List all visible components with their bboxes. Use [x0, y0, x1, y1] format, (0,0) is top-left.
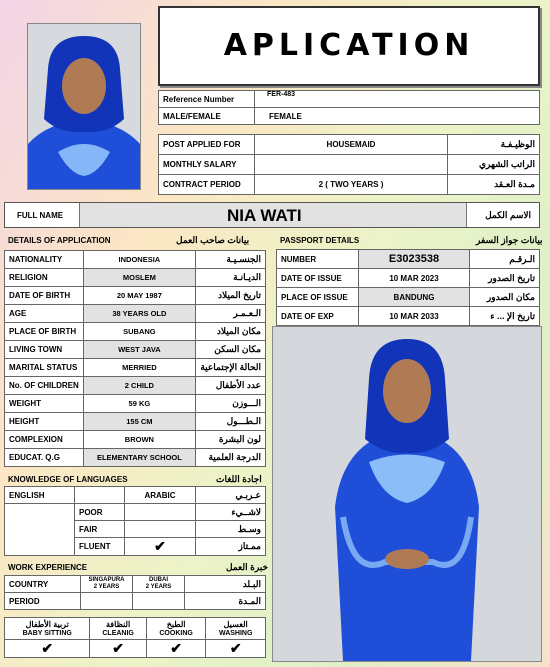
- applicant-photo-full: [272, 326, 542, 662]
- level-fair-ar: وسـط: [196, 521, 266, 538]
- skill-cooking-check: ✔: [146, 640, 206, 658]
- details-value: INDONESIA: [83, 251, 195, 269]
- details-label: COMPLEXION: [5, 431, 84, 449]
- details-value: 38 YEARS OLD: [83, 305, 195, 323]
- details-label: AGE: [5, 305, 84, 323]
- passport-exp-value: 10 MAR 2033: [359, 307, 470, 326]
- work-entry-1: [81, 576, 133, 593]
- details-ar: تاريخ الميلاد: [196, 287, 266, 305]
- arabic-ar: عـربـي: [196, 487, 266, 504]
- salary-label: MONTHLY SALARY: [159, 155, 255, 175]
- passport-number-value: E3023538: [359, 250, 470, 269]
- skill-cleaning-ar: النظافة: [106, 619, 131, 629]
- details-row: [5, 323, 266, 341]
- details-label: EDUCAT. Q.G: [5, 449, 84, 467]
- details-value: BROWN: [83, 431, 195, 449]
- details-ar: الـعـمـر: [196, 305, 266, 323]
- passport-number-ar: الـرقـم: [470, 250, 540, 269]
- work-title: WORK EXPERIENCE: [8, 563, 88, 572]
- details-ar: مكان السكن: [196, 341, 266, 359]
- details-value: SUBANG: [83, 323, 195, 341]
- work-entry-2-country: DUBAI: [149, 577, 168, 583]
- details-label: PLACE OF BIRTH: [5, 323, 84, 341]
- skill-babysitting-ar: تربية الأطفال: [25, 619, 69, 629]
- contract-value: 2 ( TWO YEARS ): [255, 175, 448, 195]
- page-title: APLICATION: [223, 28, 475, 63]
- level-fluent-check: ✔: [125, 538, 196, 556]
- level-poor-ar: لاشــيء: [196, 504, 266, 521]
- skill-washing-label: WASHING: [218, 629, 253, 637]
- contract-ar: مـدة العـقد: [448, 175, 540, 195]
- details-ar: لون البشرة: [196, 431, 266, 449]
- ref-value: FER-483: [255, 91, 540, 108]
- details-row: [5, 359, 266, 377]
- passport-place-value: BANDUNG: [359, 288, 470, 307]
- details-ar: الـــوزن: [196, 395, 266, 413]
- sex-label: MALE/FEMALE: [159, 108, 255, 125]
- details-value: 155 CM: [83, 413, 195, 431]
- work-table: [4, 575, 266, 610]
- details-value: MOSLEM: [83, 269, 195, 287]
- salary-ar: الراتب الشهري: [448, 155, 540, 175]
- details-ar: الجنسـيـة: [196, 251, 266, 269]
- passport-place-label: PLACE OF ISSUE: [277, 288, 359, 307]
- languages-title-ar: اجادة اللغات: [216, 474, 262, 484]
- period-ar: المـدة: [185, 593, 266, 610]
- skill-cleaning: [90, 618, 146, 640]
- details-row: [5, 395, 266, 413]
- english-label: ENGLISH: [5, 487, 75, 504]
- languages-title: KNOWLEDGE OF LANGUAGES: [8, 475, 128, 484]
- post-label: POST APPLIED FOR: [159, 135, 255, 155]
- languages-table: [4, 486, 266, 556]
- skill-washing-ar: الغسيل: [223, 619, 248, 629]
- details-label: RELIGION: [5, 269, 84, 287]
- post-value: HOUSEMAID: [255, 135, 448, 155]
- details-value: WEST JAVA: [83, 341, 195, 359]
- passport-exp-ar: تاريخ الإ ... ء: [470, 307, 540, 326]
- country-label: COUNTRY: [5, 576, 81, 593]
- country-ar: البـلد: [185, 576, 266, 593]
- passport-title: PASSPORT DETAILS: [280, 236, 360, 245]
- details-row: [5, 287, 266, 305]
- details-row: [5, 305, 266, 323]
- details-row: [5, 449, 266, 467]
- details-row: [5, 341, 266, 359]
- details-title: DETAILS OF APPLICATION: [8, 236, 111, 245]
- details-label: LIVING TOWN: [5, 341, 84, 359]
- passport-issue-value: 10 MAR 2023: [359, 269, 470, 288]
- skill-babysitting-check: ✔: [5, 640, 90, 658]
- details-ar: الدرجة العلمية: [196, 449, 266, 467]
- details-ar: عدد الأطفال: [196, 377, 266, 395]
- details-table: [4, 250, 266, 467]
- work-entry-1-country: SINGAPURA: [88, 577, 125, 583]
- level-fluent: FLUENT: [75, 538, 125, 556]
- work-entry-2: [133, 576, 185, 593]
- details-value: 20 MAY 1987: [83, 287, 195, 305]
- passport-title-ar: بيانات جواز السفر: [476, 235, 543, 245]
- work-entry-2-years: 2 YEARS: [145, 584, 172, 590]
- skill-cooking: [146, 618, 206, 640]
- passport-number-label: NUMBER: [277, 250, 359, 269]
- details-label: No. OF CHILDREN: [5, 377, 84, 395]
- skill-washing: [206, 618, 266, 640]
- full-name-label: FULL NAME: [17, 211, 64, 220]
- details-ar: الحالة الإجتماعية: [196, 359, 266, 377]
- sex-value: FEMALE: [255, 108, 540, 125]
- details-title-ar: بيانات صاحب العمل: [176, 235, 250, 245]
- details-label: HEIGHT: [5, 413, 84, 431]
- skill-cleaning-label: CLEANIG: [102, 629, 134, 637]
- details-ar: مكان الميلاد: [196, 323, 266, 341]
- level-fair-check: [125, 521, 196, 538]
- level-fluent-ar: ممـتاز: [196, 538, 266, 556]
- passport-table: [276, 249, 540, 326]
- passport-issue-ar: تاريخ الصدور: [470, 269, 540, 288]
- passport-exp-label: DATE OF EXP: [277, 307, 359, 326]
- skill-cooking-label: COOKING: [159, 629, 193, 637]
- portrait-figure: [28, 24, 140, 189]
- details-row: [5, 251, 266, 269]
- details-ar: الديـانـة: [196, 269, 266, 287]
- details-row: [5, 413, 266, 431]
- title-box: [158, 6, 540, 86]
- details-row: [5, 269, 266, 287]
- contract-label: CONTRACT PERIOD: [159, 175, 255, 195]
- full-body-figure: [273, 327, 541, 661]
- work-title-ar: خبرة العمل: [226, 562, 269, 572]
- details-ar: الـطـــول: [196, 413, 266, 431]
- level-fair: FAIR: [75, 521, 125, 538]
- full-name-value: NIA WATI: [227, 206, 302, 225]
- arabic-label: ARABIC: [125, 487, 196, 504]
- post-ar: الوظيـفـة: [448, 135, 540, 155]
- details-value: MERRIED: [83, 359, 195, 377]
- skill-cleaning-check: ✔: [90, 640, 146, 658]
- passport-issue-label: DATE OF ISSUE: [277, 269, 359, 288]
- level-poor-check: [125, 504, 196, 521]
- reference-table: [158, 90, 540, 125]
- details-value: 2 CHILD: [83, 377, 195, 395]
- details-value: ELEMENTARY SCHOOL: [83, 449, 195, 467]
- skills-table: [4, 617, 266, 658]
- passport-place-ar: مكان الصدور: [470, 288, 540, 307]
- details-label: NATIONALITY: [5, 251, 84, 269]
- details-row: [5, 377, 266, 395]
- applicant-photo-small: [27, 23, 141, 190]
- work-entry-1-years: 2 YEARS: [93, 584, 120, 590]
- details-row: [5, 431, 266, 449]
- skill-cooking-ar: الطبخ: [166, 619, 186, 629]
- period-label: PERIOD: [5, 593, 81, 610]
- ref-label: Reference Number: [159, 91, 255, 108]
- full-name-row: [4, 202, 540, 228]
- full-name-ar: الاسم الكمل: [485, 210, 531, 220]
- details-value: 59 KG: [83, 395, 195, 413]
- details-label: DATE OF BIRTH: [5, 287, 84, 305]
- details-label: WEIGHT: [5, 395, 84, 413]
- level-poor: POOR: [75, 504, 125, 521]
- post-table: [158, 134, 540, 195]
- salary-value: [255, 155, 448, 175]
- skill-babysitting: [5, 618, 90, 640]
- details-label: MARITAL STATUS: [5, 359, 84, 377]
- skill-washing-check: ✔: [206, 640, 266, 658]
- skill-babysitting-label: BABY SITTING: [22, 629, 72, 637]
